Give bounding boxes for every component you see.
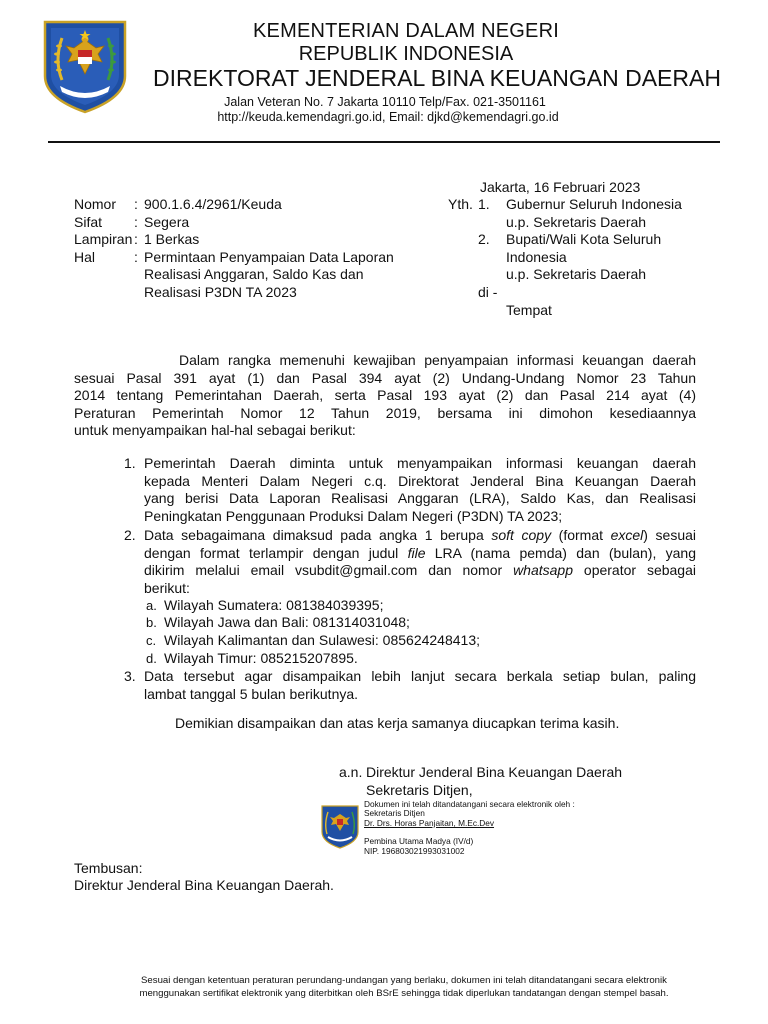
sub-text: Wilayah Kalimantan dan Sulawesi: 085624248413;	[164, 632, 480, 648]
recipient-line: Indonesia	[506, 248, 567, 265]
opening-paragraph	[74, 352, 696, 440]
spacer	[448, 231, 478, 284]
meta-value: 1 Berkas	[144, 231, 200, 248]
recipient-text	[506, 196, 748, 231]
sub-item-a	[146, 597, 384, 615]
item-number: 3.	[124, 668, 136, 684]
e-signature-info	[364, 800, 624, 856]
item-line	[144, 562, 696, 580]
text-run-italic: soft copy	[491, 527, 552, 543]
meta-label: Nomor	[74, 196, 117, 212]
item-line: Data tersebut agar disampaikan lebih lanjut secara berkala setiap bulan, paling	[144, 668, 696, 684]
item-line: kepada Menteri Dalam Negeri c.q. Direktorat Jenderal Bina Keuangan Daerah	[144, 472, 696, 489]
sub-text: Wilayah Jawa dan Bali: 081314031048;	[164, 614, 410, 630]
e-sign-position: Sekretaris Ditjen	[364, 808, 425, 819]
sub-letter: b.	[146, 615, 157, 630]
recipient-line: u.p. Sekretaris Daerah	[506, 266, 647, 283]
sub-text: Wilayah Timur: 085215207895.	[164, 650, 358, 666]
list-item-1	[124, 455, 696, 525]
meta-label: Hal	[74, 248, 96, 265]
letterhead-divider	[48, 141, 720, 143]
meta-colon: :	[134, 231, 138, 248]
letter-meta	[74, 196, 414, 302]
list-item-2	[124, 527, 696, 597]
recipient-number: 2.	[478, 231, 490, 248]
spacer	[448, 302, 478, 320]
meta-colon: :	[134, 213, 138, 230]
hal-line: Realisasi Anggaran, Saldo Kas dan	[144, 266, 364, 283]
spacer	[478, 302, 506, 320]
signatory-subtitle: Sekretaris Ditjen,	[366, 782, 473, 798]
text-run-italic: excel	[610, 527, 644, 543]
text-run: (format	[551, 527, 611, 543]
footer-line: menggunakan sertifikat elektronik yang diterbitkan oleh BSrE sehingga tidak diperlukan tandatangan dengan stempel basah.	[139, 987, 669, 999]
an-label: a.n.	[339, 764, 363, 780]
meta-nomor	[74, 196, 414, 214]
paragraph-line: untuk menyampaikan hal-hal sebagai berikut:	[74, 422, 356, 439]
meta-label: Lampiran	[74, 231, 133, 248]
e-signature-seal	[320, 804, 360, 850]
recipient-line: Gubernur Seluruh Indonesia	[506, 196, 682, 212]
list-item-3	[124, 668, 696, 703]
recipient-number: 1.	[478, 196, 490, 212]
recipient-text	[506, 231, 748, 284]
meta-hal	[74, 249, 414, 302]
meta-value: Segera	[144, 213, 190, 230]
item-line	[144, 545, 696, 563]
item-line: yang berisi Data Laporan Realisasi Anggaran (LRA), Saldo Kas, dan Realisasi	[144, 490, 696, 507]
sub-text: Wilayah Sumatera: 081384039395;	[164, 597, 384, 613]
item-line: berikut:	[144, 579, 190, 596]
item-number: 1.	[124, 455, 136, 471]
footer-line: Sesuai dengan ketentuan peraturan perundang-undangan yang berlaku, dokumen ini telah ditandatangani secara elektronik	[141, 975, 667, 986]
sub-letter: a.	[146, 598, 157, 613]
signatory-title: Direktur Jenderal Bina Keuangan Daerah	[366, 764, 623, 780]
paragraph-line: Peraturan Pemerintah Nomor 12 Tahun 2019, bersama ini dimohon kesediaannya	[74, 404, 696, 421]
e-sign-nip: NIP. 196803021993031002	[364, 845, 465, 856]
tembusan-value: Direktur Jenderal Bina Keuangan Daerah.	[74, 877, 334, 893]
recipient-line: u.p. Sekretaris Daerah	[506, 213, 647, 230]
garuda-seal-icon	[320, 804, 360, 850]
letter-date: Jakarta, 16 Februari 2023	[480, 179, 641, 195]
text-run: dengan format terlampir dengan judul	[144, 544, 408, 561]
text-run: LRA (nama pemda) dan (bulan), yang	[425, 544, 696, 561]
meta-value	[144, 249, 414, 302]
text-run: dikirim melalui email vsubdit@gmail.com dan nomor	[144, 562, 514, 579]
e-signature-footer	[0, 975, 768, 1000]
meta-value: 900.1.6.4/2961/Keuda	[144, 196, 282, 212]
e-sign-name: Dr. Drs. Horas Panjaitan, M.Ec.Dev	[364, 817, 495, 828]
country-name: REPUBLIK INDONESIA	[298, 43, 514, 65]
sub-letter: c.	[146, 633, 157, 648]
di-label: di -	[478, 283, 498, 300]
hal-line: Permintaan Penyampaian Data Laporan	[144, 248, 394, 265]
item-line: Pemerintah Daerah diminta untuk menyampaikan informasi keuangan daerah	[144, 455, 696, 471]
meta-colon: :	[134, 196, 138, 212]
yth-label: Yth.	[448, 196, 473, 212]
e-sign-note: Dokumen ini telah ditandatangani secara elektronik oleh :	[364, 799, 575, 809]
text-run: ) sesuai	[643, 527, 696, 543]
text-run: operator sebagai	[573, 562, 696, 579]
paragraph-line: sesuai Pasal 391 ayat (1) dan Pasal 394 ayat (2) Undang-Undang Nomor 23 Tahun	[74, 369, 696, 386]
item-number: 2.	[124, 527, 136, 543]
sub-item-c	[146, 632, 480, 650]
meta-sifat	[74, 214, 414, 232]
ministry-name: KEMENTERIAN DALAM NEGERI	[253, 20, 559, 42]
paragraph-line: 2014 tentang Pemerintahan Daerah, serta Pasal 193 ayat (2) dan Pasal 214 ayat (4)	[74, 387, 696, 404]
recipient-line: Bupati/Wali Kota Seluruh	[506, 231, 662, 248]
meta-lampiran	[74, 231, 414, 249]
office-address: Jalan Veteran No. 7 Jakarta 10110 Telp/Fax. 021-3501161	[224, 95, 546, 109]
hal-line: Realisasi P3DN TA 2023	[144, 283, 297, 300]
tempat-label: Tempat	[506, 301, 552, 318]
spacer	[448, 284, 478, 302]
office-contact: http://keuda.kemendagri.go.id, Email: djkd@kemendagri.go.id	[217, 110, 559, 124]
item-line	[144, 527, 696, 545]
e-sign-rank: Pembina Utama Madya (IV/d)	[364, 836, 474, 847]
text-run-italic: whatsapp	[513, 562, 573, 579]
recipients	[448, 196, 748, 319]
item-line: lambat tanggal 5 bulan berikutnya.	[144, 685, 359, 702]
meta-label: Sifat	[74, 213, 103, 230]
meta-colon: :	[134, 248, 138, 265]
tembusan-label: Tembusan:	[74, 860, 143, 876]
recipient-2	[448, 231, 748, 284]
directorate-name: DIREKTORAT JENDERAL BINA KEUANGAN DAERAH	[153, 65, 721, 91]
item-line: Peningkatan Penggunaan Produksi Dalam Negeri (P3DN) TA 2023;	[144, 507, 563, 524]
sub-item-b	[146, 614, 410, 632]
closing-sentence: Demikian disampaikan dan atas kerja samanya diucapkan terima kasih.	[175, 715, 620, 731]
recipient-tempat	[448, 302, 748, 320]
text-run-italic: file	[407, 544, 426, 561]
sub-letter: d.	[146, 651, 157, 666]
text-run: Data sebagaimana dimaksud pada angka 1 berupa	[144, 527, 492, 543]
recipient-place	[448, 284, 748, 302]
recipient-1	[448, 196, 748, 231]
paragraph-line: Dalam rangka memenuhi kewajiban penyampaian informasi keuangan daerah	[179, 352, 696, 368]
sub-item-d	[146, 650, 358, 668]
